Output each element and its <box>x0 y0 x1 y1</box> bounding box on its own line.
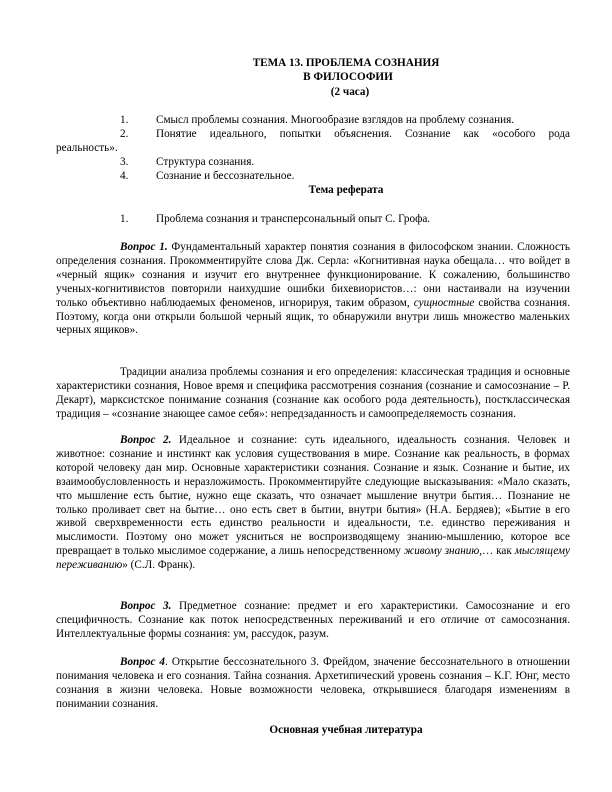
list-item <box>84 213 570 227</box>
list-number: 3. <box>120 156 129 168</box>
list-text: Смысл проблемы сознания. Многообразие взглядов на проблему сознания. <box>156 114 515 126</box>
list-text-continuation: реальность». <box>56 142 118 154</box>
list-number: 1. <box>120 114 129 126</box>
list-number: 2. <box>120 128 129 140</box>
essay-list <box>84 213 570 227</box>
list-item <box>84 170 570 184</box>
literature-heading: Основная учебная литература <box>269 724 423 736</box>
question-italic: сущностные <box>413 296 475 309</box>
question-text: Фундаментальный характер понятия сознания в философском знании. Сложность определения сознания. Прокомментируйте слова Дж. Серла: «Когнитивная наука обещала… что войдет в «черный ящик» сознания и изучит его внутреннее функционирование. К сожалению, большинство ученых-когнитивистов повторили наихудшие ошибки бихевиористов…: они настаивали на изучении только объективно наблюдаемых феноменов, игнорируя, таким образом, <box>56 241 570 309</box>
question-1 <box>56 241 570 338</box>
essay-heading: Тема реферата <box>308 184 384 196</box>
list-item <box>84 114 570 128</box>
list-text: Понятие идеального, попытки объяснения. Сознание как «особого рода <box>156 128 570 140</box>
plan-list-item-2 <box>84 128 570 142</box>
question-label: Вопрос 4 <box>120 656 166 668</box>
question-label: Вопрос 2. <box>120 434 172 446</box>
topic-title: ТЕМА 13. ПРОБЛЕМА СОЗНАНИЯ <box>252 57 440 69</box>
list-text: Сознание и бессознательное. <box>156 170 295 182</box>
list-text: Проблема сознания и трансперсональный опыт С. Грофа. <box>156 213 431 225</box>
list-number: 1. <box>120 213 129 225</box>
plan-list-item-3 <box>84 156 570 170</box>
question-label: Вопрос 1. <box>120 241 168 253</box>
topic-hours: (2 часа) <box>330 86 370 98</box>
plan-list <box>84 114 570 128</box>
question-1-paragraph-2: Традиции анализа проблемы сознания и его определения: классическая традиция и основные характеристики сознания, Новое время и специфика рассмотрения сознания (сознание и самосознание – Р. Декарт), марксистское понимание сознания (сознание как особого рода деятельность), постклассическая традиция – «сознание знающее самое себя»: непредзаданность и самоопределяемость сознания. <box>56 366 570 420</box>
question-4 <box>56 656 570 712</box>
list-item <box>84 156 570 170</box>
question-text-end: » (С.Л. Франк). <box>122 559 196 572</box>
question-label: Вопрос 3. <box>120 600 172 612</box>
question-text-mid: ,… как <box>479 545 515 558</box>
list-number: 4. <box>120 170 129 182</box>
question-text: . Открытие бессознательного З. Фрейдом, значение бессознательного в отношении понимания человека и его сознания. Тайна сознания. Архетипический уровень сознания – К.Г. Юнг, место сознания в жизни человека. Новые возможности человека, открывшиеся благодаря изменениям в понимании сознания. <box>56 656 570 710</box>
topic-subtitle: В ФИЛОСОФИИ <box>303 71 393 83</box>
list-text: Структура сознания. <box>156 156 255 168</box>
question-italic: мыслящему переживанию <box>56 545 570 572</box>
question-text-end: свойства сознания. Поэтому, когда они открыли большой черный ящик, то обнаружили внутри лишь множество маленьких черных ящиков». <box>56 296 570 337</box>
question-3 <box>56 600 570 642</box>
question-italic: живому знанию <box>403 545 480 558</box>
question-text: Предметное сознание: предмет и его характеристики. Самосознание и его специфичность. Сознание как поток непосредственных переживаний и его отличие от самосознания. Интеллектуальные формы сознания: ум, рассудок, разум. <box>56 600 570 640</box>
question-2 <box>56 434 570 573</box>
list-item <box>84 128 570 142</box>
plan-list-item-4 <box>84 170 570 184</box>
question-text: Идеальное и сознание: суть идеального, идеальность сознания. Человек и животное: сознание и инстинкт как условия существования в мире. Сознание как реальность, в формах которой человеку дан мир. Основные характеристики сознания. Сознание и язык. Сознание и бытие, их взаимообусловленность и неразложимость. Прокомментируйте следующие высказывания: «Мало сказать, что мышление есть бытие, нужно еще сказать, что означает мышление внутри бытия… Познание не только проливает свет на бытие… оно есть свет в бытии, внутри бытия» (Н.А. Бердяев); «Бытие в его живой сверхвременности есть единство реальности и идеальности, т.е. единство переживания и мыслимости. Поэтому оно может уясниться не воспроизводящему знанию-мышлению, которое все превращает в только мыслимое содержание, а лишь непосредственному <box>56 434 570 558</box>
